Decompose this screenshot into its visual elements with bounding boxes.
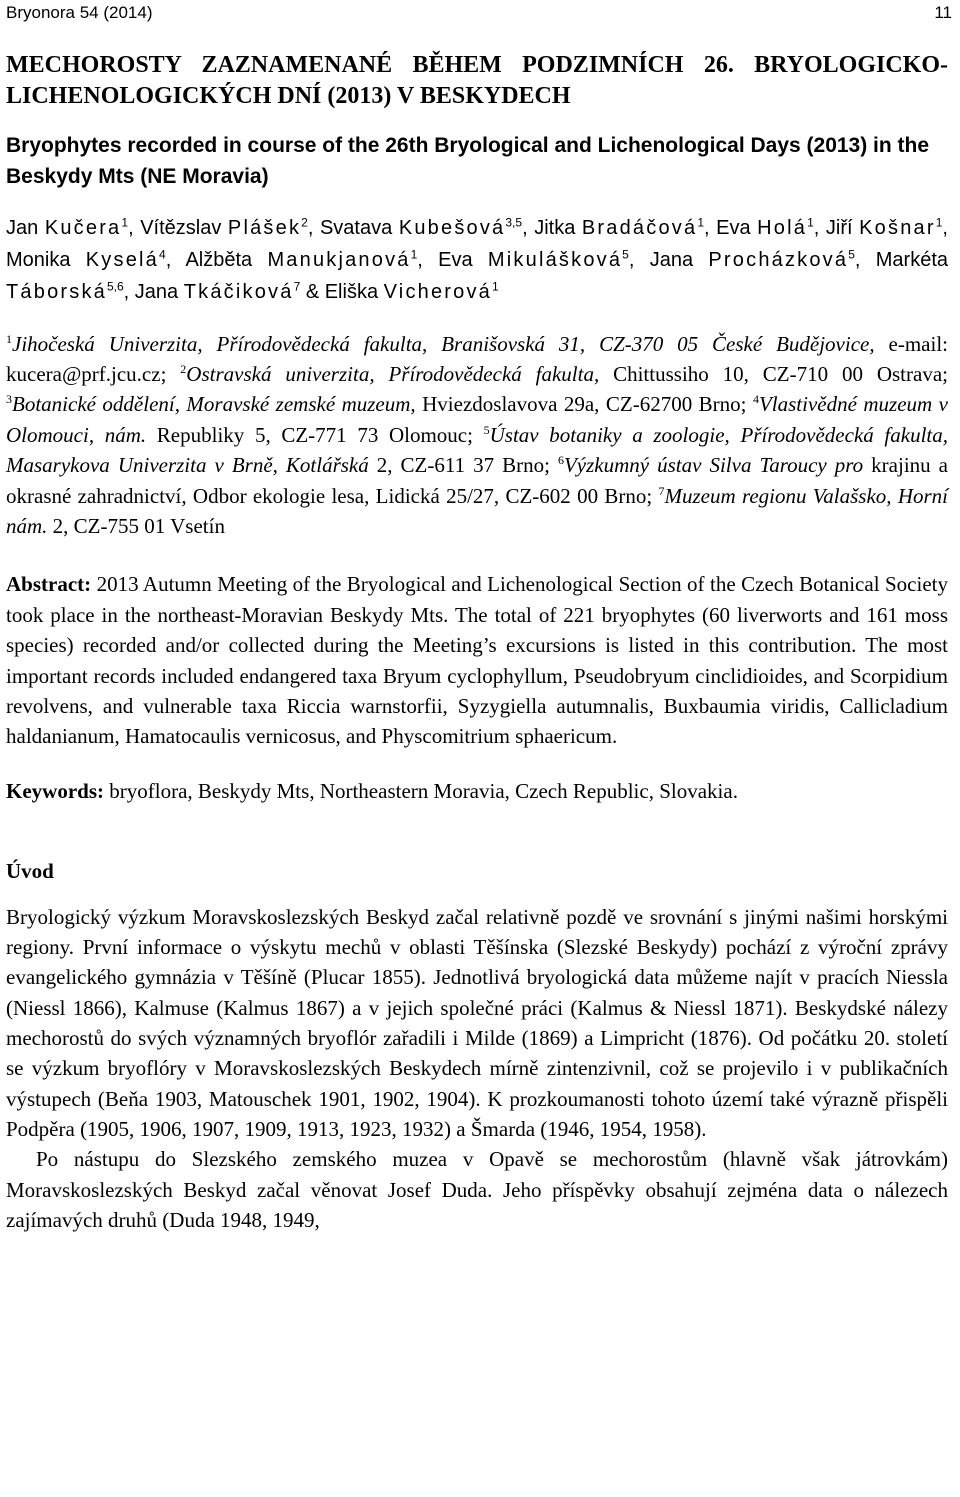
author-affiliation-mark: 5: [848, 247, 855, 262]
author-last-name: Kubešová: [398, 217, 506, 239]
author-last-name: Tkáčiková: [183, 281, 294, 304]
page-number: 11: [934, 3, 952, 22]
affiliation-number: 6: [557, 453, 564, 468]
affiliation-address: 2, CZ-755 01 Vsetín: [52, 514, 225, 539]
affiliation-institution: Ostravská univerzita, Přírodovědecká fakulta,: [186, 362, 614, 387]
intro-paragraph-2: Po nástupu do Slezského zemského muzea v Opavě se mechorostům (hlavně však játrovkám) Moravskoslezských Beskyd začal věnovat Josef Duda. Jeho příspěvky obsahují zejména data o nálezech zajímavých druhů (Duda 1948, 1949,: [6, 1147, 948, 1232]
title-english: Bryophytes recorded in course of the 26th Bryological and Lichenological Days (2013) in the Beskydy Mts (NE Moravia): [6, 134, 930, 188]
affiliation-address: Republiky 5, CZ-771 73 Olomouc: [156, 422, 468, 447]
author-affiliation-mark: 3,5: [505, 215, 523, 230]
affiliation-number: 7: [658, 483, 665, 498]
affiliation-number: 2: [180, 362, 187, 377]
author-last-name: Kyselá: [85, 249, 159, 272]
author-first-name: Jan: [6, 217, 45, 239]
author-last-name: Košnar: [859, 217, 936, 239]
author-first-name: Eva: [716, 217, 758, 239]
author-first-name: Vítězslav: [140, 217, 228, 239]
article-body: [6, 50, 948, 1235]
author-last-name: Mikulášková: [487, 249, 623, 272]
author-affiliation-mark: 1: [697, 215, 704, 230]
author-last-name: Procházková: [708, 249, 849, 272]
journal-citation: Bryonora 54 (2014): [6, 3, 153, 22]
author-first-name: Eva: [438, 249, 488, 272]
author-affiliation-mark: 7: [293, 279, 301, 294]
title-czech: MECHOROSTY ZAZNAMENANÉ BĚHEM PODZIMNÍCH 26. BRYOLOGICKO-LICHENOLOGICKÝCH DNÍ (2013) V BESKYDECH: [6, 52, 948, 109]
abstract-label: Abstract:: [6, 572, 92, 597]
affiliation-address: Chittussiho 10, CZ-710 00 Ostrava: [613, 362, 943, 387]
author-list: Jan Kučera$^1$, Vítězslav Plášek$^2$, Svatava Kubešová$^{3,5}$, Jitka Bradáčová$^1$, Eva Holá$^1$, Jiří Košnar$^1$, Monika Kyselá$^4$, Alžběta Manukjanová$^1$, Eva Mikulášková$^5$, Jana Procházková$^5$, Markéta Táborská$^{5,6}$, Jana Tkáčiková$^7$ & Eliška Vicherová$^1$: [6, 215, 949, 304]
author-last-name: Kučera: [44, 217, 122, 239]
keywords-label: Keywords:: [6, 778, 104, 803]
affiliation-number: 4: [752, 392, 759, 407]
author-affiliation-mark: 4: [159, 247, 166, 262]
author-affiliation-mark: 2: [301, 215, 308, 230]
affiliations: $^1$Jihočeská Univerzita, Přírodovědecká fakulta, Branišovská 31, CZ-370 05 České Budějovice, e-mail: kucera@prf.jcu.cz; $^2$Ostravská univerzita, Přírodovědecká fakulta, Chittussiho 10, CZ-710 00 Ostrava; $^3$Botanické oddělení, Moravské zemské muzeum, Hviezdoslavova 29a, CZ-62700 Brno; $^4$Vlastivědné muzeum v Olomouci, nám. Republiky 5, CZ-771 73 Olomouc; $^5$Ústav botaniky a zoologie, Přírodovědecká fakulta, Masarykova Univerzita v Brně, Kotlářská 2, CZ-611 37 Brno; $^6$Výzkumný ústav Silva Taroucy pro krajinu a okrasné zahradnictví, Odbor ekologie lesa, Lidická 25/27, CZ-602 00 Brno; $^7$Muzeum regionu Valašsko, Horní nám. 2, CZ-755 01 Vsetín: [6, 331, 948, 539]
author-affiliation-mark: 1: [492, 279, 499, 294]
affiliation-number: 3: [6, 392, 12, 407]
keywords: [6, 776, 948, 806]
author-last-name: Bradáčová: [581, 217, 698, 239]
author-affiliation-mark: 1: [410, 247, 418, 262]
affiliation-institution: Botanické oddělení, Moravské zemské muzeum,: [12, 392, 423, 417]
author-first-name: Jitka: [534, 217, 582, 239]
author-last-name: Manukjanová: [267, 249, 411, 272]
affiliation-address: 2, CZ-611 37 Brno: [376, 453, 545, 478]
affiliation-address: krajinu a okrasné zahradnictví, Odbor ekologie lesa, Lidická 25/27, CZ-602 00 Brno: [6, 453, 948, 508]
author-first-name: Eliška: [324, 281, 384, 304]
affiliation-number: 1: [6, 331, 12, 346]
affiliation-institution: Výzkumný ústav Silva Taroucy pro: [563, 453, 872, 478]
author-affiliation-mark: 1: [935, 215, 943, 230]
author-first-name: Alžběta: [185, 249, 268, 272]
affiliation-number: 5: [483, 422, 490, 437]
author-first-name: Monika: [6, 249, 86, 272]
author-affiliation-mark: 1: [807, 215, 814, 230]
author-first-name: Jiří: [825, 217, 860, 239]
author-last-name: Vicherová: [383, 281, 492, 304]
author-last-name: Táborská: [6, 281, 107, 304]
intro-paragraph-1: Bryologický výzkum Moravskoslezských Beskyd začal relativně pozdě ve srovnání s jinými našimi horskými regiony. První informace o výskytu mechů v oblasti Těšínska (Slezské Beskydy) pochází z výroční zprávy evangelického gymnázia v Těšíně (Plucar 1855). Jednotlivá bryologická data můžeme najít v pracích Niessla (Niessl 1866), Kalmuse (Kalmus 1867) a v jejich společné práci (Kalmus & Niessl 1871). Beskydské nálezy mechorostů do svých významných bryoflór zařadili i Milde (1869) a Limpricht (1876). Od počátku 20. století se výzkum bryoflóry v Moravskoslezských Beskydech mírně zintenzivnil, což se projevilo i v publikačních výstupech (Beňa 1903, Matouschek 1901, 1902, 1904). K prozkoumanosti tohoto území také výrazně přispěli Podpěra (1905, 1906, 1907, 1909, 1913, 1923, 1932) a Šmarda (1946, 1954, 1958).: [6, 904, 948, 1141]
author-last-name: Plášek: [227, 217, 302, 239]
author-affiliation-mark: 5: [622, 247, 629, 262]
author-affiliation-mark: 5,6: [106, 279, 124, 294]
affiliation-address: e-mail: kucera@prf.jcu.cz: [6, 331, 948, 387]
author-first-name: Jana: [134, 281, 184, 304]
author-first-name: Svatava: [319, 217, 399, 239]
abstract-text: 2013 Autumn Meeting of the Bryological and Lichenological Section of the Czech Botanical Society took place in the northeast-Moravian Beskydy Mts. The total of 221 bryophytes (60 liverworts and 161 moss species) recorded and/or collected during the Meeting’s excursions is listed in this contribution. The most important records included endangered taxa Bryum cyclophyllum, Pseudobryum cinclidioides, and Scorpidium revolvens, and vulnerable taxa Riccia warnstorfii, Syzygiella autumnalis, Buxbaumia viridis, Callicladium haldanianum, Hamatocaulis vernicosus, and Physcomitrium sphaericum.: [6, 572, 948, 749]
affiliation-institution: Ústav botaniky a zoologie, Přírodovědecká fakulta, Masarykova Univerzita v Brně, Kotlářská: [6, 422, 948, 478]
author-first-name: Markéta: [875, 249, 949, 272]
running-header: [6, 3, 952, 25]
author-affiliation-mark: 1: [121, 215, 129, 230]
author-first-name: Jana: [649, 249, 709, 272]
affiliation-institution: Muzeum regionu Valašsko, Horní nám.: [6, 483, 948, 539]
abstract: [6, 569, 948, 751]
affiliation-institution: Jihočeská Univerzita, Přírodovědecká fakulta, Branišovská 31, CZ-370 05 České Budějovice,: [12, 331, 889, 356]
affiliation-institution: Vlastivědné muzeum v Olomouci, nám.: [6, 392, 948, 447]
keywords-text: bryoflora, Beskydy Mts, Northeastern Moravia, Czech Republic, Slovakia.: [104, 778, 738, 803]
affiliation-address: Hviezdoslavova 29a, CZ-62700 Brno: [422, 392, 741, 417]
author-last-name: Holá: [757, 217, 808, 239]
section-heading: Úvod: [6, 858, 54, 883]
